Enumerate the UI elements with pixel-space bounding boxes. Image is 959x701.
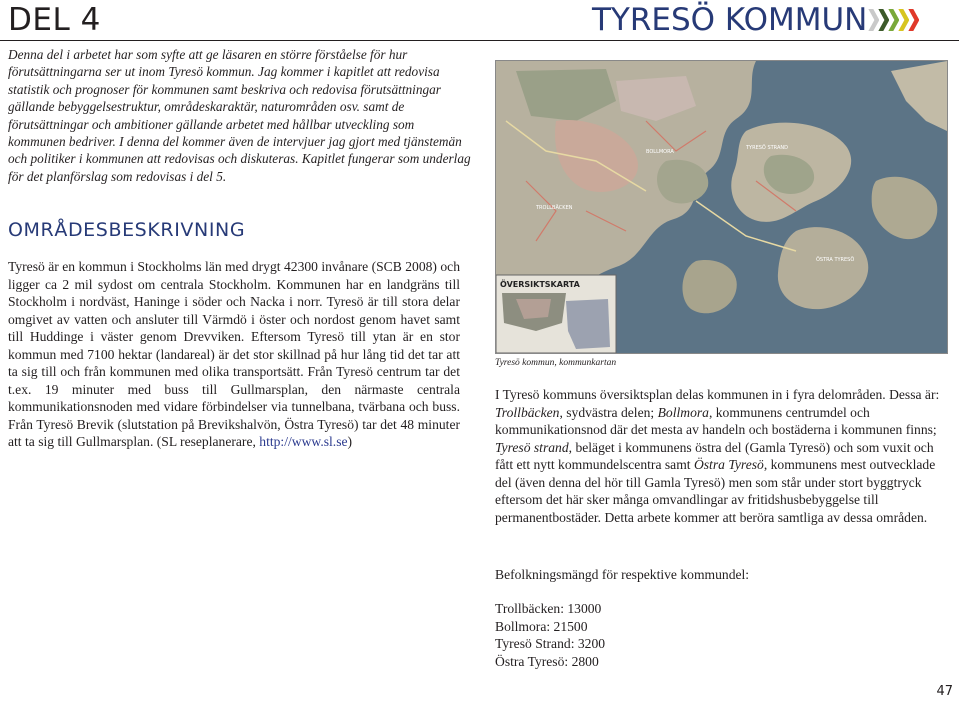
population-item: Östra Tyresö: 2800 <box>495 653 599 669</box>
map-label-trollbacken: TROLLBÄCKEN <box>536 205 573 211</box>
subarea-ostra-tyreso: Östra Tyresö <box>693 457 764 472</box>
population-item: Tyresö Strand: 3200 <box>495 636 606 651</box>
arrow-chevron-icon <box>898 9 909 31</box>
section-heading: OMRÅDESBESKRIVNING <box>8 219 246 241</box>
page-number: 47 <box>936 684 953 699</box>
population-item: Bollmora: 21500 <box>495 618 588 634</box>
header-rule <box>0 40 959 41</box>
sl-link[interactable]: http://www.sl.se <box>259 434 348 449</box>
chapter-title: DEL 4 <box>8 2 101 38</box>
area-description-close: ) <box>347 434 353 449</box>
arrow-chevron-icon <box>888 9 899 31</box>
brand-name: TYRESÖ KOMMUN <box>592 2 868 38</box>
population-item: Trollbäcken: 13000 <box>495 601 602 616</box>
brand-logo <box>592 2 919 38</box>
intro-paragraph: Denna del i arbetet har som syfte att ge läsaren en större förståelse för hur förutsättningarna ser ut inom Tyresö kommun. Jag kommer i kapitlet att redovisa statistik och prognoser för kommunen samt beskriva och redovisa förutsättningar gällande bebyggelsestruktur, områdeskaraktär, naturområden osv. samt de förutsättningar och ambitioner gällande arbetet med hållbar utveckling som kommunen bedriver. I denna del kommer även de intervjuer jag gjort med tjänstemän och politiker i kommunen att redovisas och diskuteras. Kapitlet fungerar som underlag för det planförslag som redovisas i del 5. <box>8 47 471 184</box>
arrow-chevron-icon <box>908 9 919 31</box>
area-description-text: Tyresö är en kommun i Stockholms län med drygt 42300 invånare (SCB 2008) och ligger ca 2 mil sydost om centrala Stockholm. Kommunen har en landgräns till Stockholm i nordväst, Haninge i söder och Nacka i norr. Tyresö är till stora delar omgivet av vatten och ansluter till Värmdö i öster och nordost genom havet samt till Huddinge i väster genom Drevviken. Eftersom Tyresö till ytan är en stor kommun med 7100 hektar (landareal) är det stor skillnad på hur lång tid det tar att ta sig till och från kommunen med olika transportsätt. Från Tyresö centrum tar det t.ex. 19 minuter med buss till Gullmarsplan, den närmaste centrala kommunikationsnoden med vidare förbindelser via tunnelbana, tvärbana och buss. Från Tyresö Brevik (slutstation på Brevikshalvön, Östra Tyresö) tar det 48 minuter att ta sig till Gullmarsplan. (SL reseplanerare, <box>8 259 460 449</box>
subareas-text: , kommunens centrumdel och kommunikationsnod där det mesta av handeln och bostäderna i kommunen finns; <box>495 404 937 437</box>
subareas-text: , kommunens mest outvecklade del (även denna del hör till Gamla Tyresö) men som står under stort byggtryck eftersom det här sker många omvandlingar av fritidshusbebyggelse till permanentbostäder. Detta arbete kommer att beröra samtliga av dessa områden. <box>495 457 936 525</box>
subareas-text: I Tyresö kommuns översiktsplan delas kommunen in i fyra delområden. Dessa är: <box>495 387 940 402</box>
subarea-trollbacken: Trollbäcken <box>495 404 560 420</box>
map-graphic <box>496 61 947 353</box>
area-description <box>8 258 460 451</box>
map-label-bollmora: BOLLMORA <box>646 149 674 155</box>
subareas-text: , beläget i kommunens östra del (Gamla Tyresö) och som vuxit och fått ett nytt kommundelscentra samt <box>495 439 934 472</box>
map-caption: Tyresö kommun, kommunkartan <box>495 358 617 368</box>
arrow-chevron-icon <box>878 9 889 31</box>
map-label-ostra-tyreso: ÖSTRA TYRESÖ <box>816 257 855 263</box>
subareas-text: , sydvästra delen; <box>559 404 658 420</box>
population-heading: Befolkningsmängd för respektive kommundel: <box>495 567 750 582</box>
subarea-bollmora: Bollmora <box>657 404 709 420</box>
map-label-tyreso-strand: TYRESÖ STRAND <box>746 145 788 151</box>
subarea-tyreso-strand: Tyresö strand <box>495 439 569 455</box>
population-list <box>495 600 605 670</box>
subareas-paragraph <box>495 386 947 526</box>
arrow-chevron-icon <box>868 9 879 31</box>
map-inset-label: ÖVERSIKTSKARTA <box>500 280 580 289</box>
municipality-map <box>495 60 948 354</box>
brand-arrows-icon <box>869 9 919 31</box>
